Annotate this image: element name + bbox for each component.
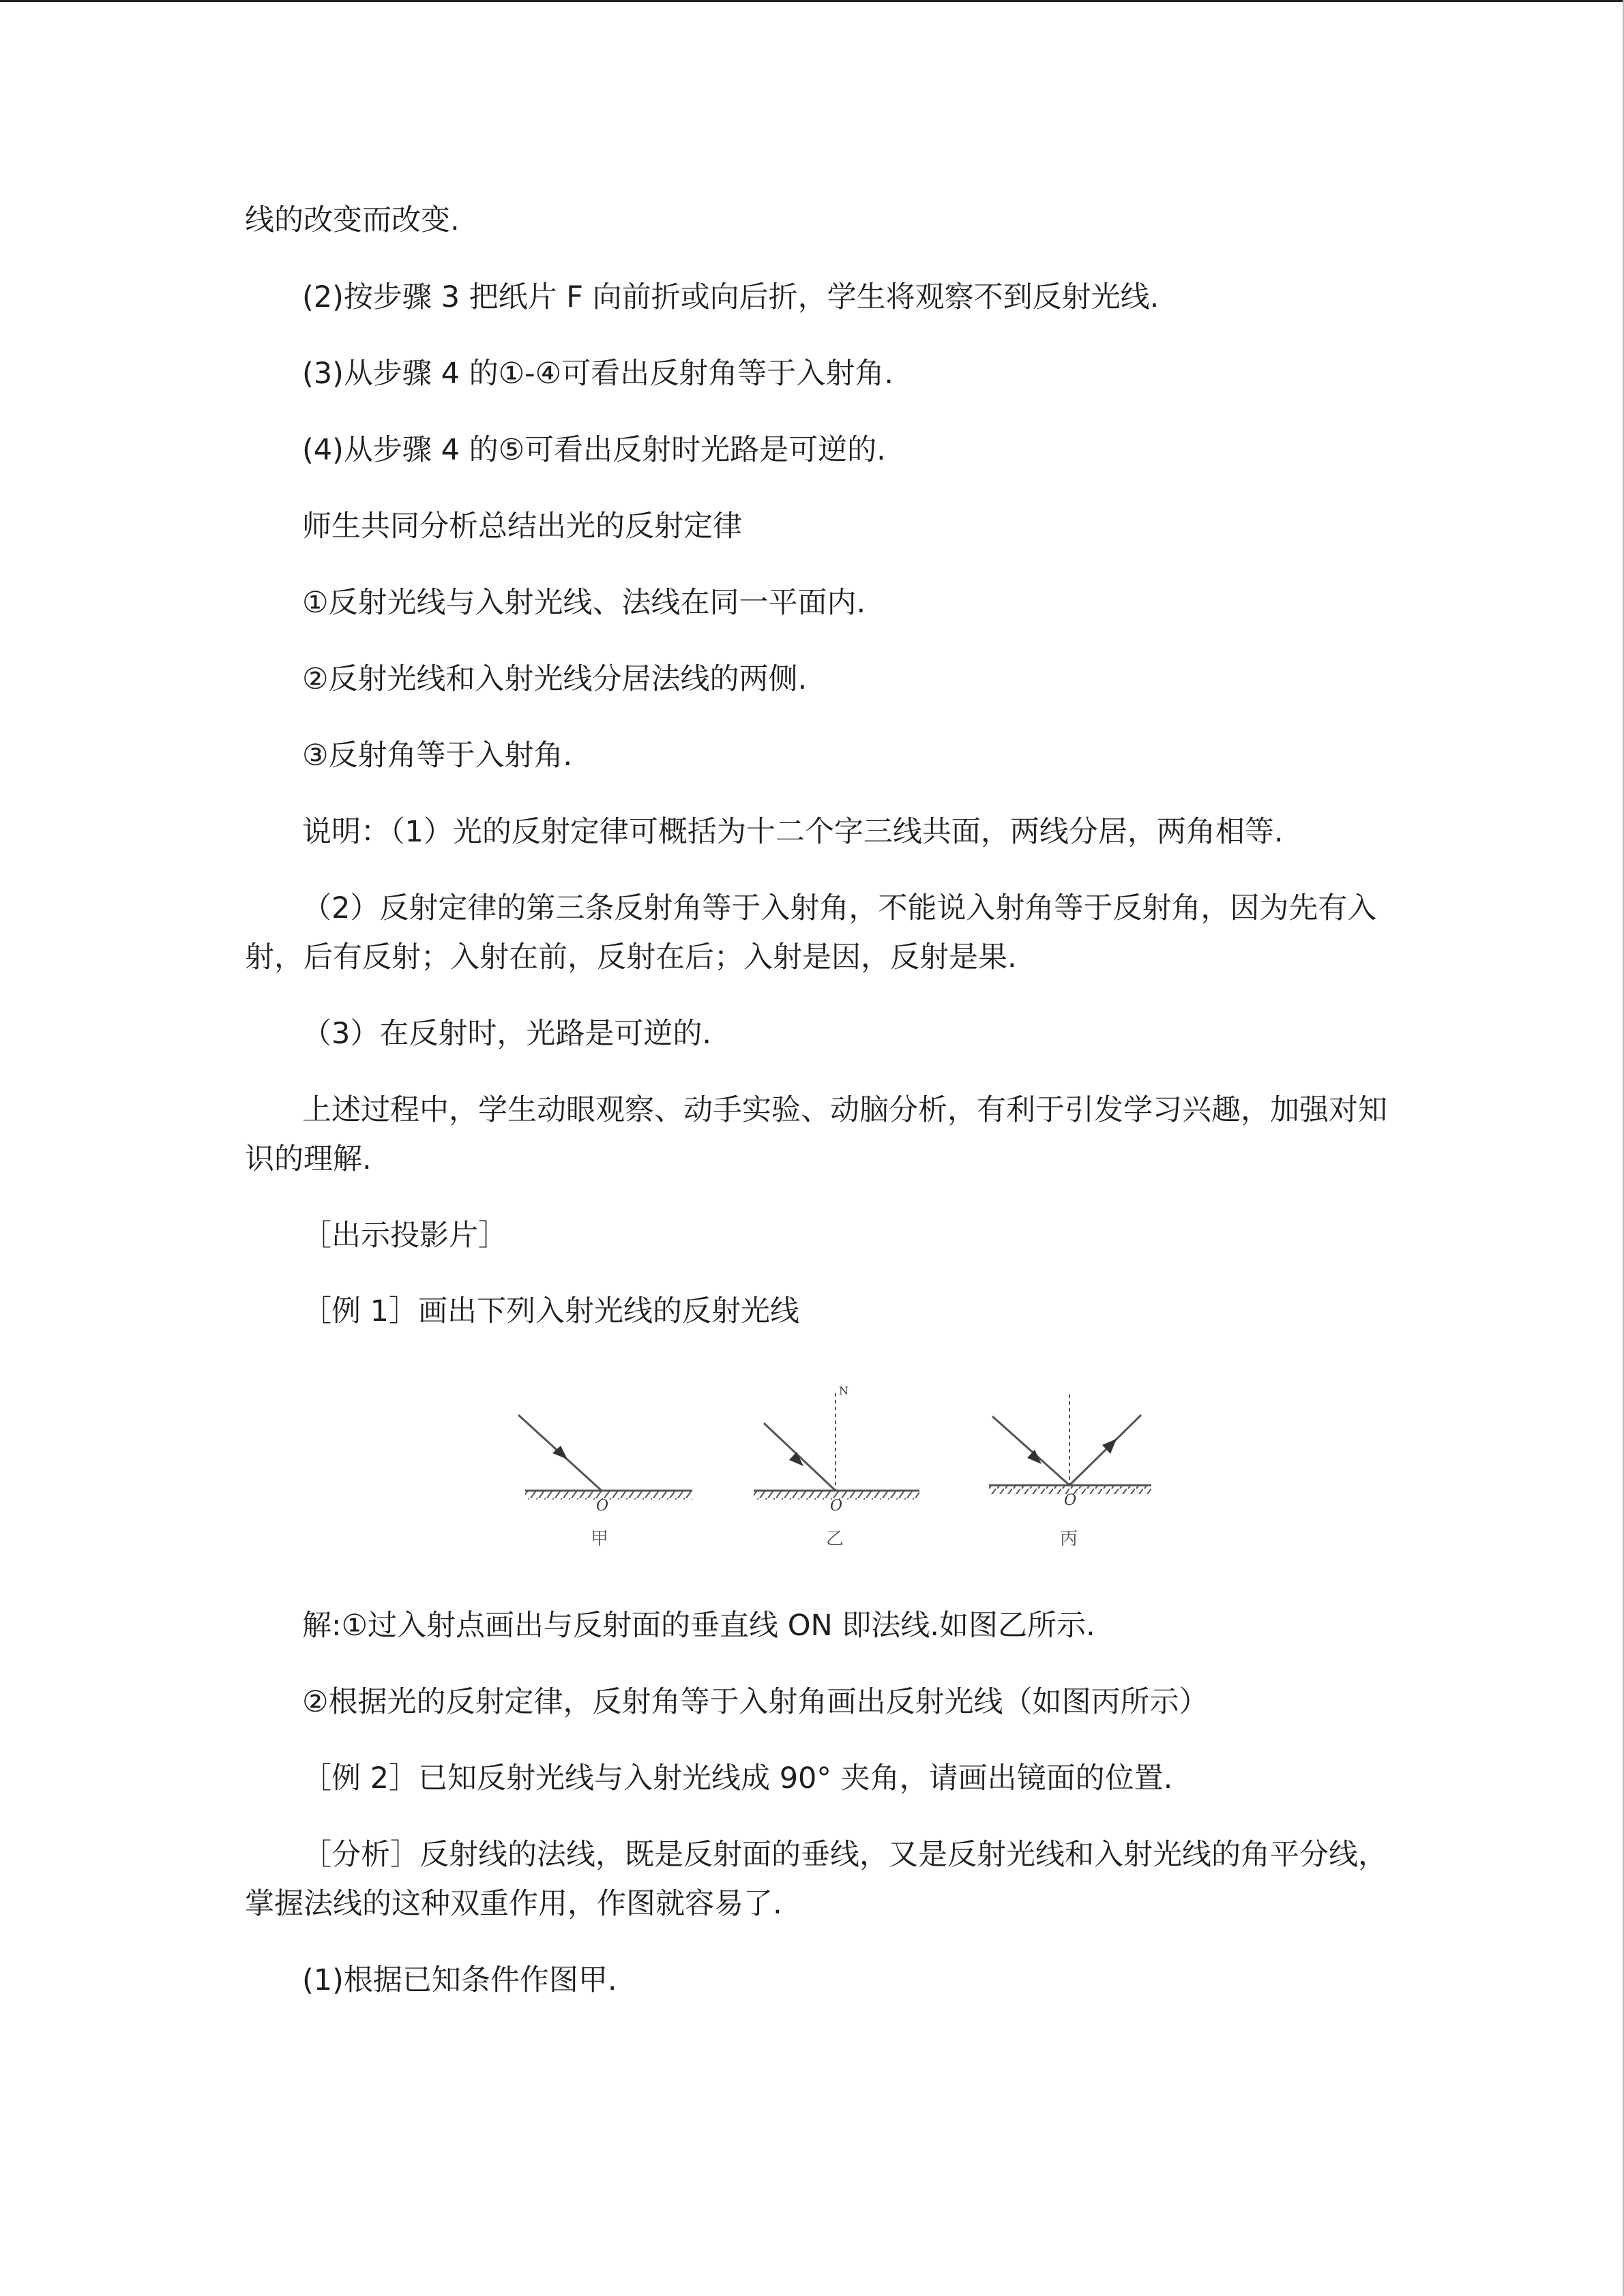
process-line-2: 识的理解.: [245, 1142, 372, 1176]
note-2-line-1: （2）反射定律的第三条反射角等于入射角，不能说入射角等于反射角，因为先有入: [302, 891, 1377, 925]
point-label-o: O: [830, 1497, 843, 1515]
slide-heading: ［出示投影片］: [302, 1219, 507, 1253]
paragraph-step-4a: (3)从步骤 4 的①-④可看出反射角等于入射角.: [302, 357, 894, 391]
note-2-line-2: 射，后有反射；入射在前，反射在后；入射是因，反射是果.: [245, 940, 1017, 974]
process-line-1: 上述过程中，学生动眼观察、动手实验、动脑分析，有利于引发学习兴趣，加强对知: [302, 1093, 1387, 1127]
diagram-yi: [754, 1384, 919, 1549]
diagram-bing: [989, 1395, 1151, 1549]
caption-jia: 甲: [591, 1529, 609, 1549]
note-3: （3）在反射时，光路是可逆的.: [302, 1017, 712, 1051]
incident-ray: [992, 1416, 1069, 1485]
solution-step-2: ②根据光的反射定律，反射角等于入射角画出反射光线（如图丙所示）: [302, 1685, 1209, 1719]
paragraph-step-3: (2)按步骤 3 把纸片 F 向前折或向后折，学生将观察不到反射光线.: [302, 280, 1160, 314]
law-item-2: ②反射光线和入射光线分居法线的两侧.: [302, 662, 808, 696]
reflection-diagrams-figure: [505, 1374, 1173, 1565]
reflected-ray: [1069, 1415, 1141, 1485]
example-1-title: ［例 1］画出下列入射光线的反射光线: [302, 1294, 800, 1328]
caption-yi: 乙: [826, 1529, 844, 1549]
example-2-title: ［例 2］已知反射光线与入射光线成 90° 夹角，请画出镜面的位置.: [302, 1761, 1173, 1795]
caption-bing: 丙: [1060, 1529, 1078, 1549]
diagram-jia: [518, 1415, 692, 1549]
note-1: 说明：（1）光的反射定律可概括为十二个字三线共面，两线分居，两角相等.: [302, 815, 1284, 849]
law-item-1: ①反射光线与入射光线、法线在同一平面内.: [302, 586, 866, 620]
analysis-line-2: 掌握法线的这种双重作用，作图就容易了.: [245, 1887, 782, 1921]
mirror-hatch: [525, 1491, 692, 1500]
point-label-o: O: [1064, 1492, 1077, 1509]
point-label-o: O: [596, 1497, 609, 1515]
law-item-3: ③反射角等于入射角.: [302, 739, 573, 773]
paragraph-summary-intro: 师生共同分析总结出光的反射定律: [302, 509, 742, 543]
normal-label-n: N: [839, 1384, 848, 1397]
page-top-border: [0, 0, 1624, 2]
paragraph-step-4b: (4)从步骤 4 的⑤可看出反射时光路是可逆的.: [302, 433, 886, 467]
analysis-line-1: ［分析］反射线的法线，既是反射面的垂线，又是反射光线和入射光线的角平分线，: [302, 1838, 1387, 1872]
incident-ray: [764, 1423, 836, 1491]
incident-arrow-icon: [1027, 1450, 1042, 1464]
construction-step-1: (1)根据已知条件作图甲.: [302, 1963, 617, 1997]
solution-step-1: 解:①过入射点画出与反射面的垂直线 ON 即法线.如图乙所示.: [302, 1609, 1095, 1643]
paragraph-continuation: 线的改变而改变.: [245, 203, 460, 237]
